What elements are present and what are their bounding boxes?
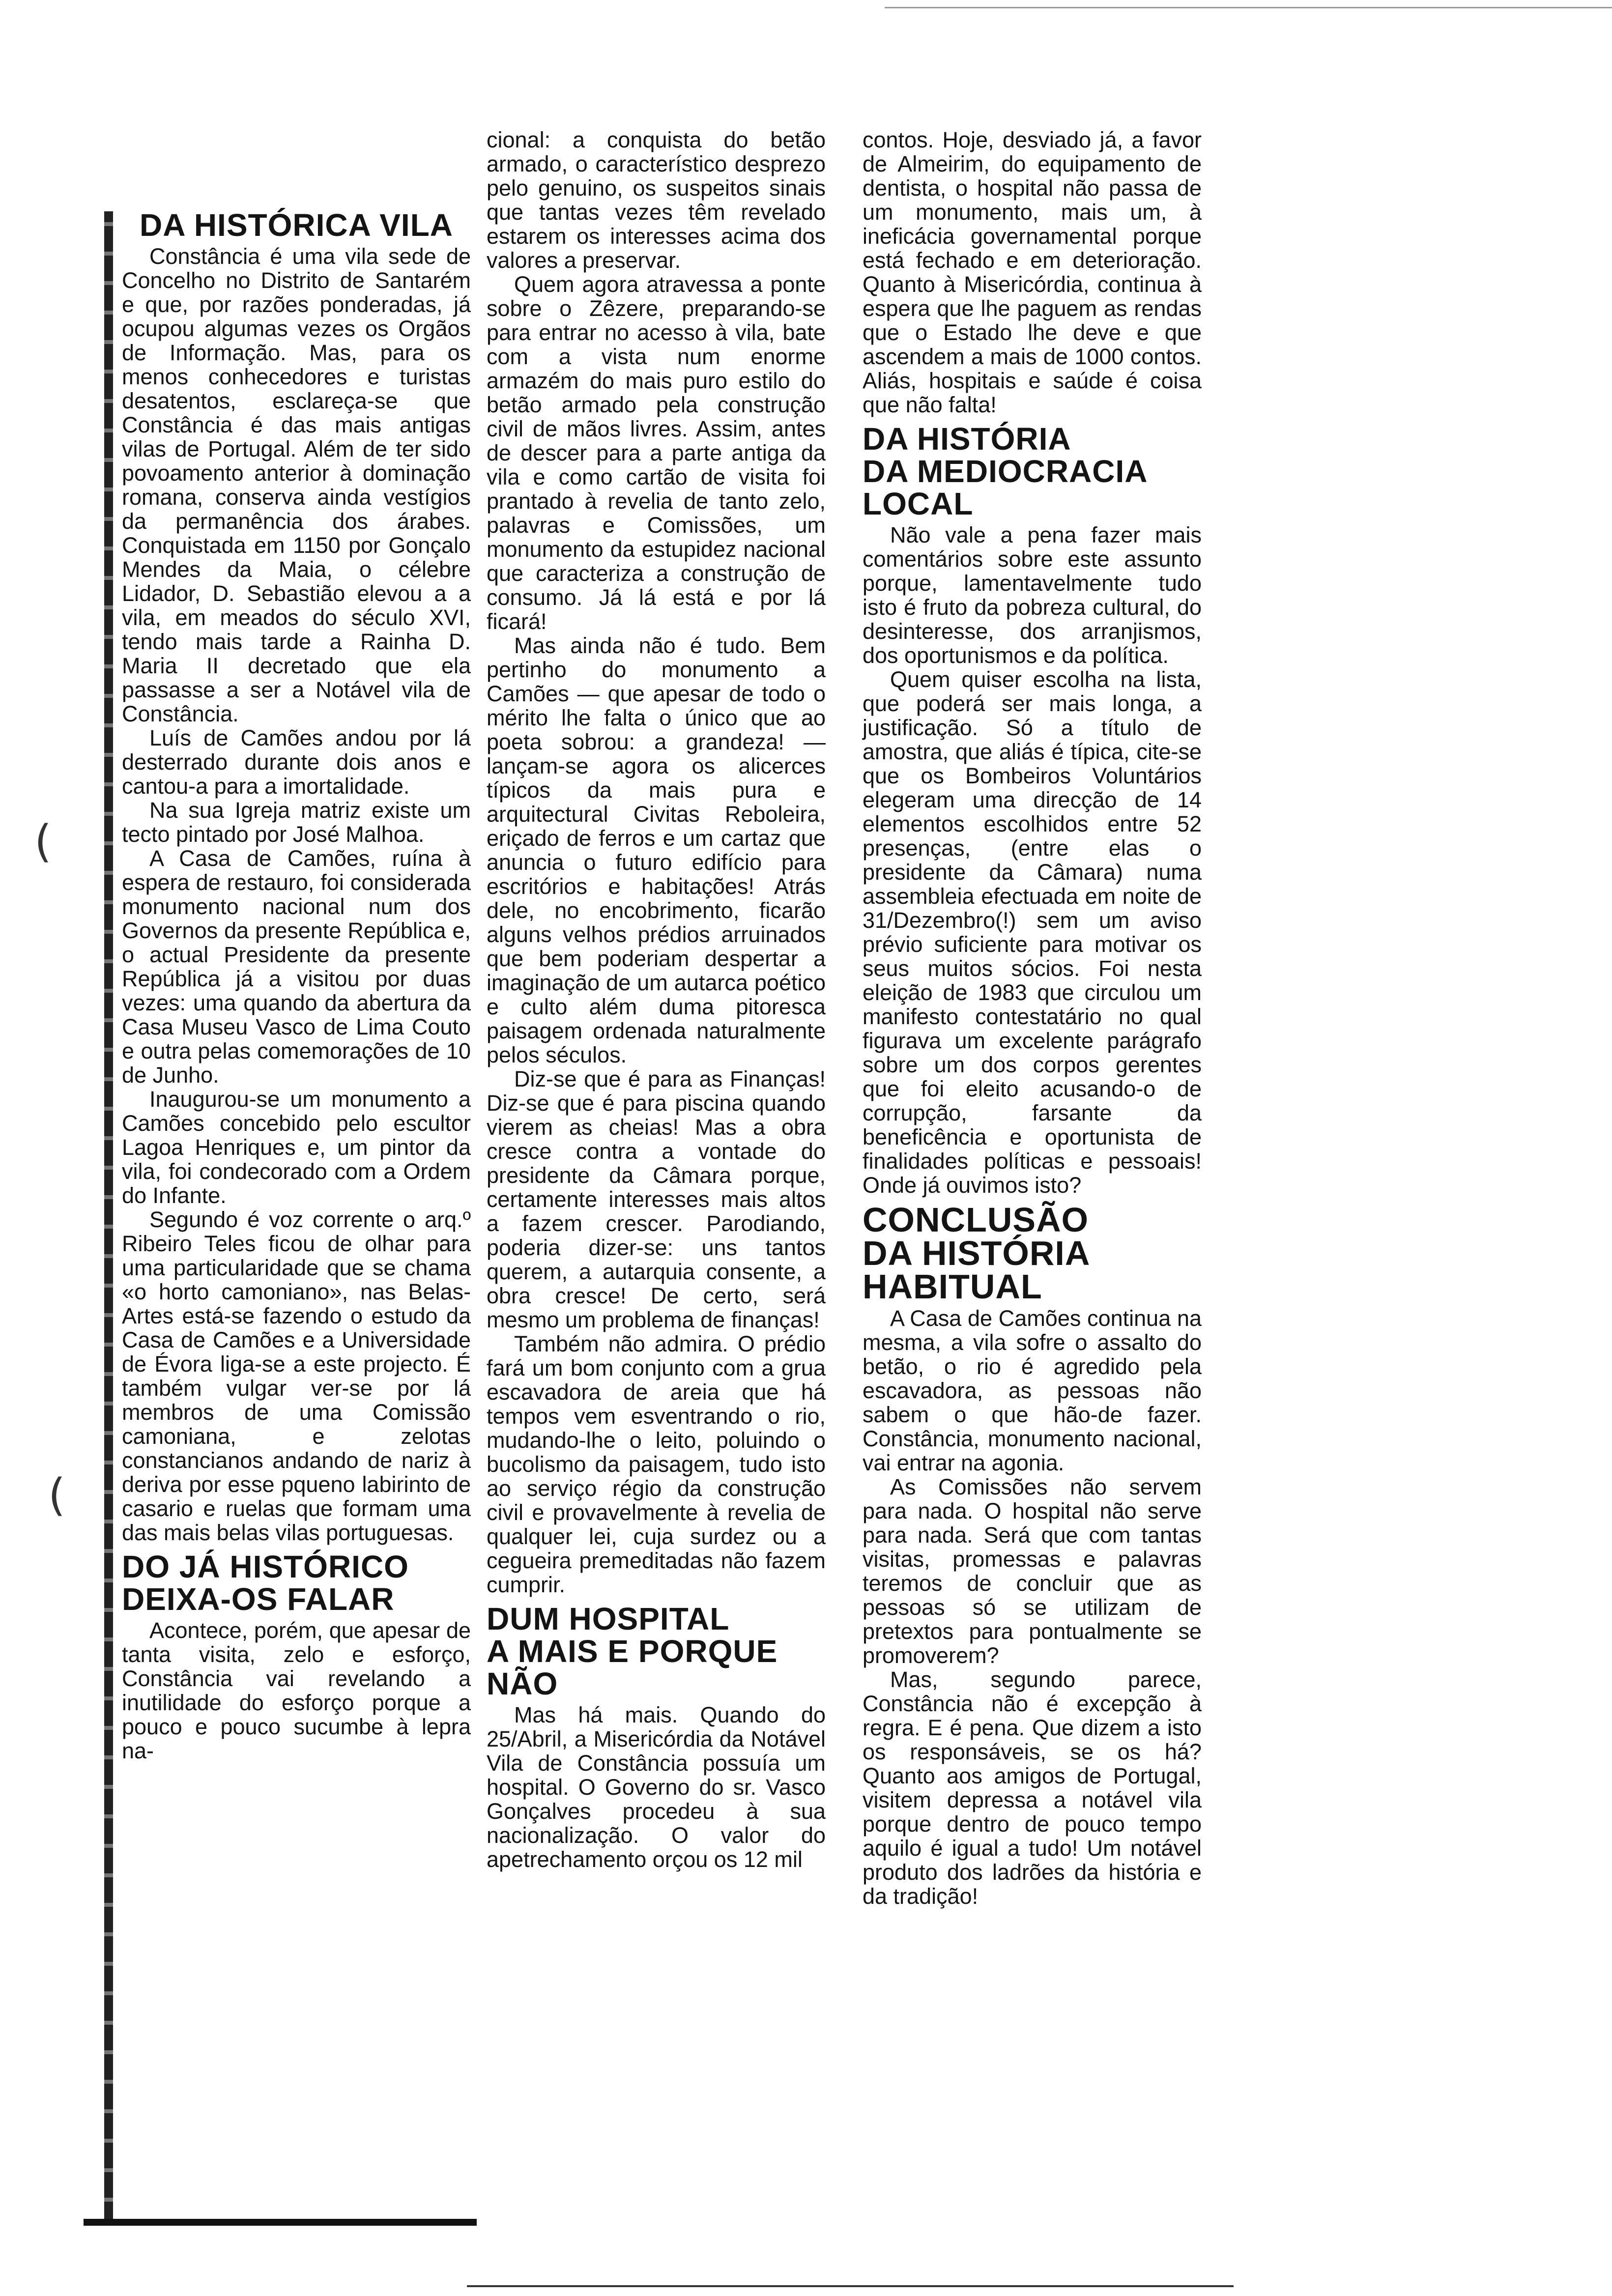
headline-line: DUM HOSPITAL <box>487 1601 730 1636</box>
headline-line: A MAIS E PORQUE <box>487 1634 778 1669</box>
headline-let-them-speak <box>122 1550 471 1615</box>
paragraph: Inaugurou-se um monumento a Camões concebido pelo escultor Lagoa Henriques e, um pintor da vila, foi condecorado com a Ordem do Infante. <box>122 1087 471 1208</box>
bottom-rule <box>467 2285 1234 2287</box>
headline-line: DEIXA-OS FALAR <box>122 1581 395 1617</box>
paragraph: Mas há mais. Quando do 25/Abril, a Misericórdia da Notável Vila de Constância possuía um hospital. O Governo do sr. Vasco Gonçalves procedeu à sua nacionalização. O valor do apetrechamento orçou os 12 mil <box>487 1702 826 1872</box>
paragraph: Na sua Igreja matriz existe um tecto pintado por José Malhoa. <box>122 798 471 847</box>
paragraph: Diz-se que é para as Finanças! Diz-se que é para piscina quando vierem as cheias! Mas a obra cresce contra a vontade do presidente da Câmara porque, certamente interesses mais altos a fazem crescer. Parodiando, poderia dizer-se: uns tantos querem, a autarquia consente, a obra cresce! De certo, será mesmo um problema de finanças! <box>487 1066 826 1332</box>
headline-line: DO JÁ HISTÓRICO <box>122 1549 409 1584</box>
paragraph: As Comissões não servem para nada. O hospital não serve para nada. Será que com tantas visitas, promessas e palavras teremos de concluir que as pessoas só se utilizam de pretextos para pontualmente se promoverem? <box>863 1474 1202 1668</box>
bottom-rule <box>84 2219 477 2226</box>
paragraph: A Casa de Camões, ruína à espera de restauro, foi considerada monumento nacional num dos Governos da presente República e, o actual Presidente da presente República já a visitou por duas vezes: uma quando da abertura da Casa Museu Vasco de Lima Couto e outra pelas comemorações de 10 de Junho. <box>122 846 471 1088</box>
paragraph: Quem agora atravessa a ponte sobre o Zêzere, preparando-se para entrar no acesso à vila, bate com a vista num enorme armazém do mais puro estilo do betão armado pela construção civil de mãos livres. Assim, antes de descer para a parte antiga da vila e como cartão de visita foi prantado à revelia de tanto zelo, palavras e Comissões, um monumento da estupidez nacional que caracteriza a construção de consumo. Já lá está e por lá ficará! <box>487 272 826 634</box>
paragraph: Mas, segundo parece, Constância não é excepção à regra. E é pena. Que dizem a isto os responsáveis, se os há? Quanto aos amigos de Portugal, visitem depressa a notável vila porque dentro de pouco tempo aquilo é igual a tudo! Um notável produto dos ladrões da história e da tradição! <box>863 1667 1202 1909</box>
headline-line: CONCLUSÃO <box>863 1201 1089 1239</box>
column-rule <box>104 211 113 2221</box>
paragraph: Constância é uma vila sede de Concelho no Distrito de Santarém e que, por razões ponderadas, já ocupou algumas vezes os Orgãos de Informação. Mas, para os menos conhecedores e turistas desatentos, esclareça-se que Constância é das mais antigas vilas de Portugal. Além de ter sido povoamento anterior à dominação romana, conserva ainda vestígios da permanência dos árabes. Conquistada em 1150 por Gonçalo Mendes da Maia, o célebre Lidador, D. Sebastião elevou a a vila, em meados do século XVI, tendo mais tarde a Rainha D. Maria II decretado que ela passasse a ser a Notável vila de Constância. <box>122 244 471 726</box>
headline-line: DA MEDIOCRACIA <box>863 454 1148 489</box>
column-2 <box>487 128 826 1871</box>
paragraph: contos. Hoje, desviado já, a favor de Almeirim, do equipamento de dentista, o hospital não passa de um monumento, mais um, à ineficácia governamental porque está fechado e em deterioração. Quanto à Misericórdia, continua à espera que lhe paguem as rendas que o Estado lhe deve e que ascendem a mais de 1000 contos. Aliás, hospitais e saúde é coisa que não falta! <box>863 127 1202 417</box>
scan-mark: ( <box>48 1469 66 1521</box>
headline-line: NÃO <box>487 1666 558 1701</box>
paragraph: Mas ainda não é tudo. Bem pertinho do monumento a Camões — que apesar de todo o mérito lhe falta o único que ao poeta sobrou: a grandeza! — lançam-se agora os alicerces típicos da mais pura e arquitectural Civitas Reboleira, eriçado de ferros e um cartaz que anuncia o futuro edifício para escritórios e habitações! Atrás dele, no encobrimento, ficarão alguns velhos prédios arruinados que bem poderiam despertar a imaginação de um autarca poético e culto além duma pitoresca paisagem ordenada naturalmente pelos séculos. <box>487 633 826 1067</box>
paragraph: Quem quiser escolha na lista, que poderá ser mais longa, a justificação. Só a título de amostra, que aliás é típica, cite-se que os Bombeiros Voluntários elegeram uma direcção de 14 elementos escolhidos entre 52 presenças, (entre elas o presidente da Câmara) numa assembleia efectuada em noite de 31/Dezembro(!) sem um aviso prévio suficiente para motivar os seus muitos sócios. Foi nesta eleição de 1983 que circulou um manifesto contestatário no qual figurava um excelente parágrafo sobre um dos corpos gerentes que foi eleito acusando-o de corrupção, farsante da beneficência e oportunista de finalidades políticas e pessoais! Onde já ouvimos isto? <box>863 667 1202 1198</box>
paragraph: Luís de Camões andou por lá desterrado durante dois anos e cantou-a para a imortalidade. <box>122 725 471 799</box>
headline-conclusion <box>863 1201 1202 1306</box>
paragraph: Também não admira. O prédio fará um bom conjunto com a grua escavadora de areia que há tempos vem esventrando o rio, mudando-lhe o leito, poluindo o bucolismo da paisagem, tudo isto ao serviço régio da construção civil e provavelmente à revelia de qualquer lei, cuja surdez ou a cegueira premeditadas não fazem cumprir. <box>487 1331 826 1597</box>
column-1 <box>122 209 471 1763</box>
scan-mark: ( <box>34 816 52 867</box>
headline-line: DA HISTÓRICA VILA <box>139 207 454 243</box>
headline-line: HABITUAL <box>863 1267 1042 1306</box>
headline-historic-village <box>122 209 471 241</box>
headline-hospital <box>487 1603 826 1700</box>
headline-line: DA HISTÓRIA <box>863 1234 1091 1272</box>
headline-mediocracy <box>863 423 1202 520</box>
paragraph: Acontece, porém, que apesar de tanta visita, zelo e esforço, Constância vai revelando a inutilidade do esforço porque a pouco e pouco sucumbe à lepra na- <box>122 1618 471 1763</box>
paragraph: cional: a conquista do betão armado, o característico desprezo pelo genuino, os suspeitos sinais que tantas vezes têm revelado estarem os interesses acima dos valores a preservar. <box>487 127 826 273</box>
headline-line: DA HISTÓRIA <box>863 421 1071 457</box>
headline-line: LOCAL <box>863 486 974 521</box>
paragraph: Não vale a pena fazer mais comentários sobre este assunto porque, lamentavelmente tudo isto é fruto da pobreza cultural, do desinteresse, dos arranjismos, dos oportunismos e da política. <box>863 522 1202 668</box>
top-border-line <box>885 7 1612 8</box>
paragraph: Segundo é voz corrente o arq.º Ribeiro Teles ficou de olhar para uma particularidade que se chama «o horto camoniano», nas Belas-Artes está-se fazendo o estudo da Casa de Camões e a Universidade de Évora liga-se a este projecto. É também vulgar ver-se por lá membros de uma Comissão camoniana, e zelotas constancianos andando de nariz à deriva por esse pqueno labirinto de casario e ruelas que formam uma das mais belas vilas portuguesas. <box>122 1207 471 1545</box>
paragraph: A Casa de Camões continua na mesma, a vila sofre o assalto do betão, o rio é agredido pela escavadora, as pessoas não sabem o que hão-de fazer. Constância, monumento nacional, vai entrar na agonia. <box>863 1306 1202 1475</box>
column-3 <box>863 128 1202 1908</box>
